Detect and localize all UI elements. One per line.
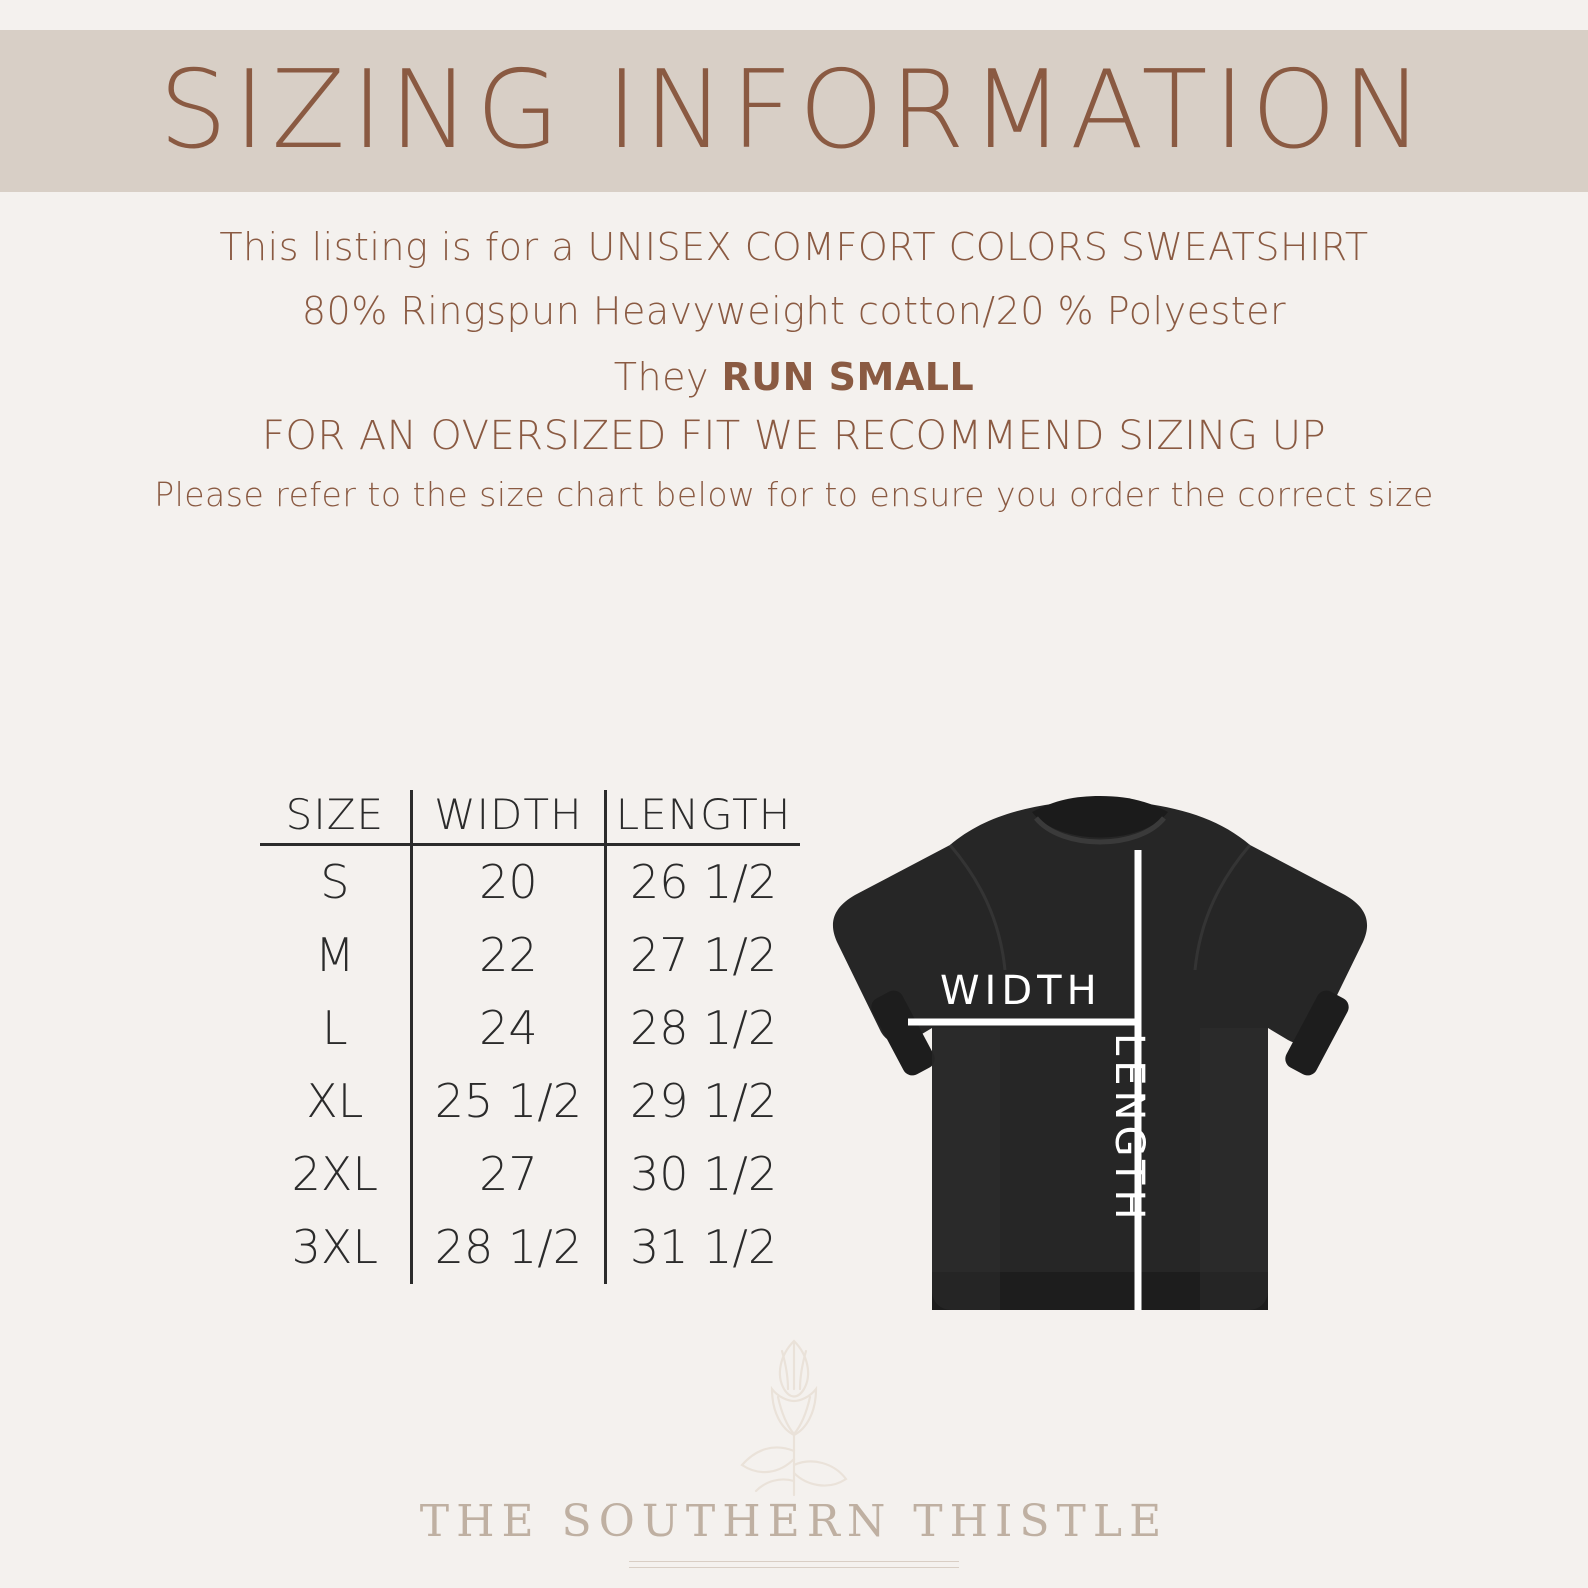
width-measurement-label: WIDTH	[940, 968, 1102, 1014]
cell-length: 30 1/2	[629, 1147, 778, 1201]
column-header-length: LENGTH	[606, 790, 800, 845]
intro-fit-prefix: They	[613, 355, 722, 399]
column-header-size: SIZE	[260, 790, 411, 845]
table-row	[260, 1211, 800, 1284]
intro-line-refer: Please refer to the size chart below for to ensure you order the correct size	[154, 475, 1434, 514]
cell-size: M	[314, 928, 355, 982]
footer-branding	[0, 1331, 1588, 1568]
table-header-row	[260, 790, 800, 845]
cell-size: XL	[306, 1074, 364, 1128]
cell-length: 27 1/2	[629, 928, 778, 982]
size-chart-container	[260, 790, 800, 1284]
size-chart-table	[260, 790, 800, 1284]
intro-fit-emphasis: RUN SMALL	[721, 355, 975, 399]
cell-length: 28 1/2	[629, 1001, 778, 1055]
table-row	[260, 845, 800, 920]
table-row	[260, 992, 800, 1065]
table-row	[260, 1138, 800, 1211]
cell-width: 24	[411, 992, 605, 1065]
cell-width: 20	[411, 845, 605, 920]
table-row	[260, 1065, 800, 1138]
cell-width: 27	[411, 1138, 605, 1211]
cell-width: 25 1/2	[411, 1065, 605, 1138]
cell-size: 3XL	[291, 1220, 379, 1274]
cell-size: 2XL	[291, 1147, 379, 1201]
header-banner	[0, 30, 1588, 192]
brand-name: THE SOUTHERN THISTLE	[419, 1496, 1169, 1547]
cell-width: 28 1/2	[411, 1211, 605, 1284]
cell-size: S	[320, 855, 350, 909]
intro-line-product: This listing is for a UNISEX COMFORT COLORS SWEATSHIRT	[219, 225, 1369, 269]
cell-length: 26 1/2	[629, 855, 778, 909]
intro-line-material: 80% Ringspun Heavyweight cotton/20 % Polyester	[301, 289, 1287, 333]
intro-line-recommendation: FOR AN OVERSIZED FIT WE RECOMMEND SIZING UP	[261, 413, 1327, 459]
brand-divider	[629, 1561, 959, 1568]
thistle-flower-icon	[694, 1331, 894, 1506]
cell-size: L	[322, 1001, 348, 1055]
intro-line-fit-note	[0, 355, 1588, 399]
column-header-width: WIDTH	[411, 790, 605, 845]
product-image	[800, 790, 1420, 1330]
length-measurement-label: LENGTH	[1106, 1033, 1152, 1225]
table-row	[260, 919, 800, 992]
page-title: SIZING INFORMATION	[158, 48, 1430, 173]
cell-width: 22	[411, 919, 605, 992]
intro-text-block	[0, 225, 1588, 514]
cell-length: 31 1/2	[629, 1220, 778, 1274]
cell-length: 29 1/2	[629, 1074, 778, 1128]
